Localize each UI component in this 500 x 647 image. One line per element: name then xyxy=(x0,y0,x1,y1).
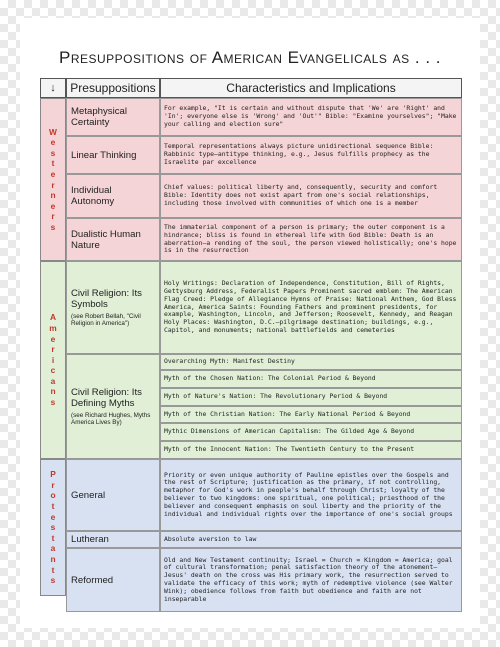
myth-item xyxy=(160,370,462,388)
group-letter: e xyxy=(50,511,56,522)
row-desc-general xyxy=(160,459,462,531)
group-label-americans xyxy=(40,261,66,459)
group-letter: t xyxy=(51,501,55,512)
row-desc-text: Temporal representations always picture unidirectional sequence Bible: Rabbinic type–antitype thinking, e.g., Jesus fulfills prophecy as the Israelite par excellence xyxy=(164,142,434,166)
group-letter: t xyxy=(51,158,55,169)
row-desc-text: Chief values: political liberty and, consequently, security and comfort Bible: Identity does not exist apart from one's social relationships, including those involved with communities of which one is a member xyxy=(164,183,438,207)
group-letter: A xyxy=(49,312,57,323)
row-name-civil-religion-myths xyxy=(66,354,160,459)
group-letter: r xyxy=(51,179,55,190)
row-name-text: Dualistic Human Nature xyxy=(71,228,141,251)
myth-item-text: Myth of the Chosen Nation: The Colonial Period & Beyond xyxy=(164,374,376,383)
group-letter: a xyxy=(50,375,56,386)
down-arrow-icon: ↓ xyxy=(40,78,66,98)
row-name-individual-autonomy xyxy=(66,174,160,218)
row-name-reformed xyxy=(66,548,160,612)
group-letter: a xyxy=(50,543,56,554)
group-letter: r xyxy=(51,211,55,222)
row-name-linear-thinking xyxy=(66,136,160,174)
group-label-westerners xyxy=(40,98,66,261)
group-letter: e xyxy=(50,200,56,211)
myth-item-text: Overarching Myth: Manifest Destiny xyxy=(164,357,295,366)
group-letter: s xyxy=(50,522,56,533)
myth-item-text: Myth of the Innocent Nation: The Twentieth Century to the Present xyxy=(164,445,415,454)
myth-item xyxy=(160,406,462,423)
group-letter: s xyxy=(50,221,56,232)
row-desc-lutheran xyxy=(160,531,462,548)
group-letter: W xyxy=(49,126,57,137)
group-letter: s xyxy=(50,397,56,408)
group-letter: n xyxy=(50,386,56,397)
row-desc-metaphysical-certainty xyxy=(160,98,462,136)
column-header-characteristics: Characteristics and Implications xyxy=(160,78,462,98)
document-page xyxy=(20,18,480,628)
row-desc-reformed xyxy=(160,548,462,612)
myth-item xyxy=(160,423,462,441)
group-letter: e xyxy=(50,168,56,179)
row-desc-text: For example, "It is certain and without dispute that 'We' are 'Right' and 'In'; everyone else is 'Wrong' and 'Out'" Bible: "Examine yourselves"; "Make your calling and election sure" xyxy=(164,104,457,128)
row-name-citation: (see Robert Bellah, "Civil Religion in America") xyxy=(71,312,141,327)
group-letter: n xyxy=(50,190,56,201)
group-letter: n xyxy=(50,553,56,564)
group-letter: i xyxy=(51,354,55,365)
row-name-general xyxy=(66,459,160,531)
row-desc-dualistic-human-nature xyxy=(160,218,462,261)
group-letter: t xyxy=(51,564,55,575)
row-name-text: Civil Religion: Its Defining Myths xyxy=(71,386,142,409)
row-name-metaphysical-certainty xyxy=(66,98,160,136)
group-label-protestants xyxy=(40,459,66,596)
row-desc-linear-thinking xyxy=(160,136,462,174)
row-name-text: General xyxy=(71,489,106,501)
group-letter: t xyxy=(51,532,55,543)
row-name-text: Lutheran xyxy=(71,534,109,545)
row-desc-text: Priority or even unique authority of Pauline epistles over the Gospels and the rest of Scripture; justification as the primary, if not controlling, metaphor for God's work in people's behalf through Christ; loyalty of the believer to two kingdoms: one spiritual, one political; priesthood of the believer and consequent emphasis on soul liberty and the priority of the individual and individual rights over the importance of one's social groups xyxy=(164,470,453,518)
row-name-dualistic-human-nature xyxy=(66,218,160,261)
group-letter: s xyxy=(50,147,56,158)
row-desc-individual-autonomy xyxy=(160,174,462,218)
row-name-citation: (see Richard Hughes, Myths America Lives By) xyxy=(71,411,151,426)
myth-item xyxy=(160,354,462,370)
row-name-text: Reformed xyxy=(71,574,114,586)
row-name-text: Metaphysical Certainty xyxy=(71,106,127,128)
group-letter: e xyxy=(50,333,56,344)
group-letter: m xyxy=(49,322,57,333)
myth-item xyxy=(160,388,462,406)
page-title: Presuppositions of American Evangelicals as . . . xyxy=(59,48,441,67)
row-name-civil-religion-symbols xyxy=(66,261,160,354)
row-name-text: Linear Thinking xyxy=(71,149,137,161)
row-desc-text: Absolute aversion to law xyxy=(164,534,257,543)
group-letter: r xyxy=(51,479,55,490)
myth-item-text: Myth of the Christian Nation: The Early National Period & Beyond xyxy=(164,409,411,418)
group-letter: P xyxy=(50,469,56,480)
group-letter: s xyxy=(50,575,56,586)
group-letter: o xyxy=(50,490,56,501)
row-name-lutheran xyxy=(66,531,160,548)
myth-item xyxy=(160,441,462,459)
myth-item-text: Myth of Nature's Nation: The Revolutionary Period & Beyond xyxy=(164,392,388,401)
row-desc-civil-religion-symbols xyxy=(160,261,462,354)
presuppositions-table xyxy=(40,78,462,603)
row-desc-text: Holy Writings: Declaration of Independence, Constitution, Bill of Rights, Gettysburg Address, Federalist Papers Prominent sacred emblem: The American Flag Creed: Pledge of Allegiance Hymns of Praise: National Anthem, God Bless America, America Saints: Founding Fathers and prominent presidents, for example, Washington, Lincoln, and Jefferson; Roosevelt, Kennedy, and Reagan Holy Places: Washington, D.C.–pilgrimage destination; buildings, e.g., Capitol, and monuments; national battlefields and cemeteries xyxy=(164,279,457,334)
group-letter: e xyxy=(50,137,56,148)
group-letter: c xyxy=(50,365,56,376)
row-name-text: Individual Autonomy xyxy=(71,185,115,207)
row-name-text: Civil Religion: Its Symbols xyxy=(71,287,142,310)
column-header-presuppositions: Presuppositions xyxy=(66,78,160,98)
myth-item-text: Mythic Dimensions of American Capitalism: The Gilded Age & Beyond xyxy=(164,427,415,436)
row-desc-text: Old and New Testament continuity; Israel = Church = Kingdom = America; goal of cultural transformation; penal satisfaction theory of the atonement—Jesus' death on the cross was His primary work, the resurrection served to validate the efficacy of this work; myth of redemptive violence (see Walter Wink); obedience follows from faith but obedience and faith are not inseparable xyxy=(164,555,453,603)
group-letter: r xyxy=(51,344,55,355)
row-desc-text: The immaterial component of a person is primary; the outer component is a hindrance; bliss is found in ethereal life with God Bible: Death is an aberration–a rending of the soul, the person viewed holistically; one's hope is in the resurrection xyxy=(164,222,457,255)
